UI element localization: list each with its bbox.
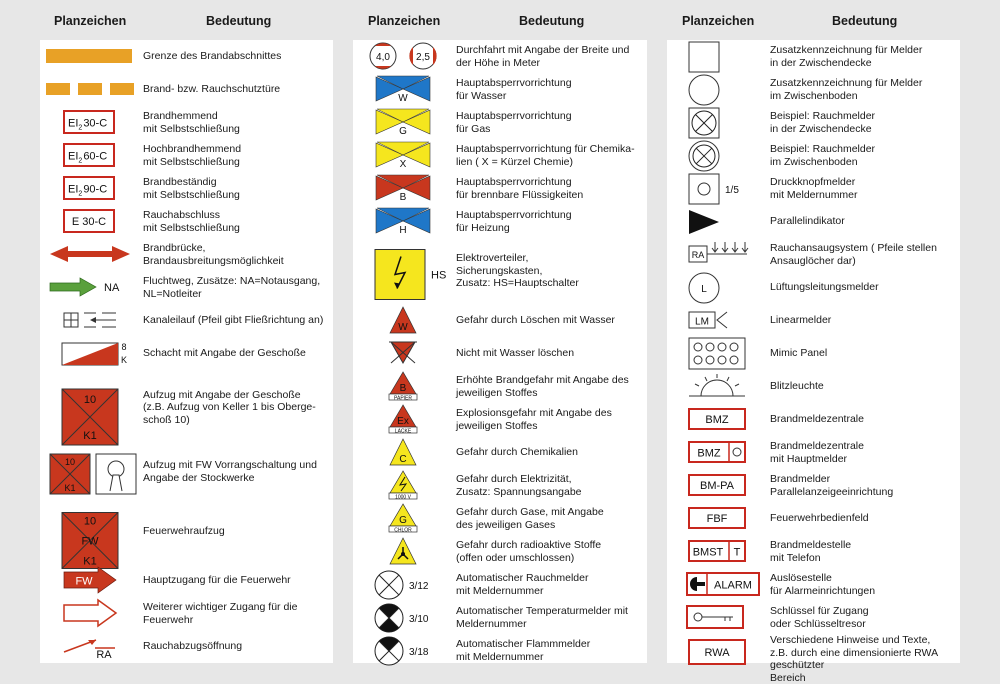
symbol-code-label: ALARM xyxy=(714,579,752,592)
parallel-display-icon xyxy=(667,469,767,502)
symbol-code-label: L xyxy=(701,284,707,295)
legend-meaning: Automatischer Temperaturmelder mit Meldernummer xyxy=(456,605,628,630)
legend-meaning: Elektroverteiler, Sicherungskasten, Zusatz: HS=Hauptschalter xyxy=(456,252,579,290)
legend-row xyxy=(353,634,647,667)
legend-row xyxy=(40,172,333,205)
symbol-code-label: W xyxy=(398,322,408,333)
legend-meaning: Brandmeldezentrale xyxy=(770,413,864,426)
shutoff-valve-chemicals-icon xyxy=(353,139,453,172)
shutoff-valve-heating-symbol-graphic xyxy=(353,205,453,238)
legend-meaning: Hauptzugang für die Feuerwehr xyxy=(143,574,291,587)
parallel-indicator-icon xyxy=(667,205,767,238)
legend-row xyxy=(353,403,647,436)
legend-meaning: Beispiel: Rauchmelder im Zwischenboden xyxy=(770,143,876,168)
symbol-code-label: K1 xyxy=(83,555,97,568)
shutoff-valve-flammable-icon xyxy=(353,172,453,205)
legend-meaning: Brandbeständig mit Selbstschließung xyxy=(143,176,240,201)
symbol-code-label: B xyxy=(399,383,407,394)
symbol-code-label: E 30-C xyxy=(71,216,107,228)
circle-outline-symbol-graphic xyxy=(667,73,767,106)
symbol-code-label: 10 xyxy=(83,394,97,406)
legend-meaning: Rauchabzugsöffnung xyxy=(143,640,243,653)
elevator-fire-priority-icon-symbol-graphic xyxy=(40,445,140,498)
legend-row xyxy=(353,73,647,106)
legend-row xyxy=(353,469,647,502)
legend-row xyxy=(40,370,333,445)
passage-width-height-symbol-graphic xyxy=(353,40,453,73)
legend-row xyxy=(353,205,647,238)
symbol-code-label: 10 xyxy=(83,515,97,528)
legend-meaning: Kanaleilauf (Pfeil gibt Fließrichtung an) xyxy=(143,314,324,327)
symbol-code-label: 3/10 xyxy=(409,614,429,625)
fire-smoke-door-symbol-graphic xyxy=(40,73,140,106)
flame-detector-icon xyxy=(353,634,453,667)
legend-meaning: Lüftungsleitungsmelder xyxy=(770,281,879,294)
fire-smoke-door-icon xyxy=(40,73,140,106)
fire-elevator-icon-symbol-graphic xyxy=(40,498,140,568)
legend-meaning: Weiterer wichtiger Zugang für die Feuerwehr xyxy=(143,601,298,626)
e30c-box-icon xyxy=(40,205,140,238)
electrical-distributor-symbol-graphic xyxy=(353,238,453,304)
radioactive-danger-icon xyxy=(353,535,453,568)
symbol-code-label: EI xyxy=(68,150,79,163)
duct-detector-icon xyxy=(667,271,767,304)
fire-alarm-post-phone-symbol-graphic xyxy=(667,535,767,568)
legend-row xyxy=(667,436,960,469)
legend-meaning: Explosionsgefahr mit Angabe des jeweiligen Stoffes xyxy=(456,407,612,432)
fire-compartment-boundary-symbol-graphic xyxy=(40,40,140,73)
legend-meaning: Grenze des Brandabschnittes xyxy=(143,50,282,63)
legend-column-3 xyxy=(667,0,960,684)
legend-meaning: Gefahr durch Gase, mit Angabe des jeweiligen Gases xyxy=(456,506,604,531)
legend-row xyxy=(667,73,960,106)
legend-column-1 xyxy=(40,0,333,663)
symbol-code-label: 4,0 xyxy=(376,52,390,63)
fire-compartment-boundary-icon xyxy=(40,40,140,73)
ei2-90c-box-symbol-graphic xyxy=(40,172,140,205)
symbol-code-label: 1/5 xyxy=(725,185,739,196)
square-outline-icon xyxy=(667,40,767,73)
symbol-code-label: B xyxy=(399,192,407,203)
fire-alarm-post-phone-icon xyxy=(667,535,767,568)
flame-detector-symbol-graphic xyxy=(353,634,453,667)
symbol-code-label: 60-C xyxy=(83,150,108,163)
legend-meaning: Rauchansaugsystem ( Pfeile stellen Ansauglöcher dar) xyxy=(770,242,937,267)
column-header-symbol: Planzeichen xyxy=(54,14,127,28)
ei2-30c-box-symbol-graphic xyxy=(40,106,140,139)
legend-row xyxy=(667,502,960,535)
legend-row xyxy=(353,106,647,139)
legend-meaning: Brandmeldezentrale mit Hauptmelder xyxy=(770,440,864,465)
secondary-access-arrow-icon xyxy=(40,597,140,630)
legend-row xyxy=(40,139,333,172)
legend-row xyxy=(667,304,960,337)
legend-meaning: Brandmelder Parallelanzeigeeinrichtung xyxy=(770,473,894,498)
legend-row xyxy=(667,370,960,403)
legend-meaning: Gefahr durch Chemikalien xyxy=(456,446,578,459)
legend-row xyxy=(353,304,647,337)
strobe-light-icon xyxy=(667,370,767,403)
fire-alarm-panel-main-detector-icon xyxy=(667,436,767,469)
shutoff-valve-flammable-symbol-graphic xyxy=(353,172,453,205)
legend-row xyxy=(40,205,333,238)
legend-meaning: Aufzug mit FW Vorrangschaltung und Angabe der Stockwerke xyxy=(143,459,317,484)
detector-ceiling-symbol-graphic xyxy=(667,106,767,139)
main-access-arrow-icon xyxy=(40,564,140,597)
legend-row xyxy=(667,271,960,304)
symbol-code-label: BMST xyxy=(692,546,724,559)
no-water-extinguish-symbol-graphic xyxy=(353,337,453,370)
legend-panel xyxy=(667,40,960,684)
escape-route-arrow-symbol-graphic xyxy=(40,271,140,304)
ei2-30c-box-icon xyxy=(40,106,140,139)
shutoff-valve-water-symbol-graphic xyxy=(353,73,453,106)
linear-detector-symbol-graphic xyxy=(667,304,767,337)
symbol-code-label: BMZ xyxy=(705,414,729,426)
square-outline-symbol-graphic xyxy=(667,40,767,73)
legend-row xyxy=(667,337,960,370)
symbol-code-label: LM xyxy=(695,316,709,328)
symbol-code-label: G xyxy=(399,126,407,137)
symbol-code-label: CHLOR xyxy=(394,527,412,534)
chemicals-danger-symbol-graphic xyxy=(353,436,453,469)
legend-meaning: Druckknopfmelder mit Meldernummer xyxy=(770,176,858,201)
main-access-arrow-symbol-graphic xyxy=(40,564,140,597)
danger-water-extinguish-icon xyxy=(353,304,453,337)
symbol-code-label: W xyxy=(398,93,408,104)
push-button-detector-icon xyxy=(667,172,767,205)
rwa-panel-symbol-graphic xyxy=(667,634,767,667)
legend-meaning: Gefahr durch Elektrizität, Zusatz: Spannungsangabe xyxy=(456,473,582,498)
legend-row xyxy=(40,271,333,304)
legend-row xyxy=(40,597,333,630)
parallel-display-symbol-graphic xyxy=(667,469,767,502)
fire-brigade-panel-icon xyxy=(667,502,767,535)
increased-fire-danger-icon xyxy=(353,370,453,403)
symbol-code-label: 2,5 xyxy=(416,52,430,63)
e30c-box-symbol-graphic xyxy=(40,205,140,238)
legend-row xyxy=(667,403,960,436)
electricity-danger-symbol-graphic xyxy=(353,469,453,502)
gas-danger-icon xyxy=(353,502,453,535)
legend-row xyxy=(40,238,333,271)
danger-water-extinguish-symbol-graphic xyxy=(353,304,453,337)
legend-meaning: Feuerwehrbedienfeld xyxy=(770,512,869,525)
svg-text:EI290-C xyxy=(68,184,107,198)
legend-meaning: Erhöhte Brandgefahr mit Angabe des jeweiligen Stoffes xyxy=(456,374,629,399)
legend-meaning: Automatischer Rauchmelder mit Meldernummer xyxy=(456,572,589,597)
parallel-indicator-symbol-graphic xyxy=(667,205,767,238)
legend-meaning: Gefahr durch Löschen mit Wasser xyxy=(456,314,615,327)
rwa-panel-icon xyxy=(667,634,767,667)
legend-meaning: Hauptabsperrvorrichtung für Chemika- lien ( X = Kürzel Chemie) xyxy=(456,143,635,168)
mimic-panel-icon xyxy=(667,337,767,370)
legend-row xyxy=(667,238,960,271)
fire-alarm-panel-main-detector-symbol-graphic xyxy=(667,436,767,469)
elevator-icon-symbol-graphic xyxy=(40,370,140,445)
detector-ceiling-icon xyxy=(667,106,767,139)
legend-meaning: Schacht mit Angabe der Geschoße xyxy=(143,347,306,360)
symbol-code-label: 1000 V xyxy=(395,494,411,501)
legend-meaning: Zusatzkennzeichnung für Melder in der Zwischendecke xyxy=(770,44,923,69)
smoke-detector-symbol-graphic xyxy=(353,568,453,601)
alarm-trigger-symbol-graphic xyxy=(667,568,767,601)
shaft-icon-icon xyxy=(40,337,140,370)
column-header-meaning: Bedeutung xyxy=(519,14,585,28)
legend-panel xyxy=(40,40,333,663)
symbol-code-label: RWA xyxy=(704,647,730,659)
symbol-code-label: HS xyxy=(431,269,447,282)
fire-bridge-arrow-icon xyxy=(40,238,140,271)
symbol-code-label: EI xyxy=(68,117,79,130)
legend-meaning: Brandbrücke, Brandausbreitungsmöglichkeit xyxy=(143,242,284,267)
legend-meaning: Hauptabsperrvorrichtung für Wasser xyxy=(456,77,572,102)
legend-meaning: Hochbrandhemmend mit Selbstschließung xyxy=(143,143,242,168)
symbol-code-label: 2 xyxy=(78,157,83,165)
symbol-code-label: K1 xyxy=(83,430,97,442)
escape-route-arrow-icon xyxy=(40,271,140,304)
electricity-danger-icon xyxy=(353,469,453,502)
legend-row xyxy=(353,568,647,601)
legend-meaning: Nicht mit Wasser löschen xyxy=(456,347,575,360)
legend-meaning: Aufzug mit Angabe der Geschoße (z.B. Aufzug von Keller 1 bis Oberge- schoß 10) xyxy=(143,388,316,426)
fire-elevator-icon-icon xyxy=(40,498,140,568)
ei2-60c-box-symbol-graphic xyxy=(40,139,140,172)
legend-row xyxy=(353,139,647,172)
column-header-meaning: Bedeutung xyxy=(832,14,898,28)
legend-row xyxy=(40,40,333,73)
chemicals-danger-icon xyxy=(353,436,453,469)
legend-meaning: Mimic Panel xyxy=(770,347,828,360)
legend-row xyxy=(40,445,333,498)
symbol-code-label: RA xyxy=(96,649,112,661)
fire-bridge-arrow-symbol-graphic xyxy=(40,238,140,271)
legend-row xyxy=(353,502,647,535)
symbol-code-label: NA xyxy=(104,282,120,294)
legend-meaning: Linearmelder xyxy=(770,314,832,327)
symbol-code-label: 3/18 xyxy=(409,647,429,658)
duct-icon-icon xyxy=(40,304,140,337)
symbol-code-label: 30-C xyxy=(83,117,108,130)
legend-row xyxy=(353,601,647,634)
passage-width-height-icon xyxy=(353,40,453,73)
detector-floor-icon xyxy=(667,139,767,172)
legend-row xyxy=(353,337,647,370)
explosion-danger-symbol-graphic xyxy=(353,403,453,436)
symbol-code-label: 2 xyxy=(78,190,83,198)
symbol-code-label: 10 xyxy=(64,457,76,467)
legend-row xyxy=(667,205,960,238)
legend-row xyxy=(353,436,647,469)
duct-detector-symbol-graphic xyxy=(667,271,767,304)
legend-meaning: Rauchabschluss mit Selbstschließung xyxy=(143,209,240,234)
symbol-code-label: EI xyxy=(68,183,79,196)
legend-meaning: Verschiedene Hinweise und Texte, z.B. durch eine dimensionierte RWA geschützter Bereich xyxy=(770,634,938,684)
smoke-vent-icon-icon xyxy=(40,630,140,663)
legend-meaning: Brandhemmend mit Selbstschließung xyxy=(143,110,240,135)
legend-row xyxy=(667,106,960,139)
legend-meaning: Gefahr durch radioaktive Stoffe (offen oder umschlossen) xyxy=(456,539,602,564)
shutoff-valve-chemicals-symbol-graphic xyxy=(353,139,453,172)
symbol-code-label: K xyxy=(120,355,128,365)
symbol-code-label: 3/12 xyxy=(409,581,429,592)
legend-row xyxy=(40,304,333,337)
legend-row xyxy=(353,535,647,568)
linear-detector-icon xyxy=(667,304,767,337)
aspirating-smoke-system-icon xyxy=(667,238,767,271)
symbol-code-label: FBF xyxy=(706,513,728,525)
legend-meaning: Parallelindikator xyxy=(770,215,845,228)
aspirating-smoke-system-symbol-graphic xyxy=(667,238,767,271)
symbol-code-label: C xyxy=(399,454,407,465)
svg-text:EI230-C xyxy=(68,118,107,132)
alarm-trigger-icon xyxy=(667,568,767,601)
legend-meaning: Auslösestelle für Alarmeinrichtungen xyxy=(770,572,876,597)
no-water-extinguish-icon xyxy=(353,337,453,370)
legend-row xyxy=(667,172,960,205)
legend-row xyxy=(353,370,647,403)
elevator-fire-priority-icon-icon xyxy=(40,445,140,498)
fire-alarm-panel-symbol-graphic xyxy=(667,403,767,436)
symbol-code-label: G xyxy=(399,515,407,526)
symbol-code-label: 90-C xyxy=(83,183,108,196)
legend-row xyxy=(353,172,647,205)
legend-meaning: Brand- bzw. Rauchschutztüre xyxy=(143,83,281,96)
symbol-code-label: X xyxy=(399,159,407,170)
strobe-light-symbol-graphic xyxy=(667,370,767,403)
column-header-symbol: Planzeichen xyxy=(682,14,755,28)
ei2-90c-box-icon xyxy=(40,172,140,205)
symbol-code-label: BMZ xyxy=(697,447,721,460)
elevator-icon-icon xyxy=(40,370,140,445)
symbol-code-label: Ex xyxy=(397,416,409,427)
column-header-symbol: Planzeichen xyxy=(368,14,441,28)
push-button-detector-symbol-graphic xyxy=(667,172,767,205)
duct-icon-symbol-graphic xyxy=(40,304,140,337)
secondary-access-arrow-symbol-graphic xyxy=(40,597,140,630)
symbol-code-label: RA xyxy=(691,250,705,260)
mimic-panel-symbol-graphic xyxy=(667,337,767,370)
increased-fire-danger-symbol-graphic xyxy=(353,370,453,403)
radioactive-danger-symbol-graphic xyxy=(353,535,453,568)
ei2-60c-box-icon xyxy=(40,139,140,172)
legend-meaning: Hauptabsperrvorrichtung für brennbare Flüssigkeiten xyxy=(456,176,584,201)
legend-meaning: Feuerwehraufzug xyxy=(143,524,225,537)
symbol-code-label: LACKE xyxy=(394,428,412,435)
electrical-distributor-icon xyxy=(353,238,453,304)
key-depot-icon xyxy=(667,601,767,634)
legend-column-2 xyxy=(353,0,647,663)
symbol-code-label: PAPIER xyxy=(394,395,412,402)
legend-meaning: Zusatzkennzeichnung für Melder im Zwischenboden xyxy=(770,77,923,102)
detector-floor-symbol-graphic xyxy=(667,139,767,172)
smoke-vent-icon-symbol-graphic xyxy=(40,630,140,663)
symbol-code-label: T xyxy=(733,546,741,559)
column-header-meaning: Bedeutung xyxy=(206,14,272,28)
key-depot-symbol-graphic xyxy=(667,601,767,634)
legend-meaning: Hauptabsperrvorrichtung für Gas xyxy=(456,110,572,135)
legend-row xyxy=(40,630,333,663)
legend-meaning: Durchfahrt mit Angabe der Breite und der Höhe in Meter xyxy=(456,44,630,69)
legend-row xyxy=(40,337,333,370)
legend-meaning: Blitzleuchte xyxy=(770,380,824,393)
legend-row xyxy=(40,106,333,139)
shutoff-valve-gas-icon xyxy=(353,106,453,139)
symbol-code-label: H xyxy=(399,225,407,236)
legend-panel xyxy=(353,40,647,663)
shutoff-valve-water-icon xyxy=(353,73,453,106)
symbol-code-label: BM-PA xyxy=(699,480,735,492)
legend-meaning: Brandmeldestelle mit Telefon xyxy=(770,539,852,564)
legend-row xyxy=(667,139,960,172)
symbol-code-label: FW xyxy=(75,575,93,588)
svg-text:EI260-C xyxy=(68,151,107,165)
legend-row xyxy=(667,601,960,634)
shutoff-valve-heating-icon xyxy=(353,205,453,238)
legend-row xyxy=(40,564,333,597)
circle-outline-icon xyxy=(667,73,767,106)
legend-row xyxy=(353,40,647,73)
legend-row xyxy=(353,238,647,304)
symbol-code-label: 8 xyxy=(121,342,127,352)
symbol-code-label: FW xyxy=(81,535,99,548)
legend-row xyxy=(667,535,960,568)
legend-meaning: Hauptabsperrvorrichtung für Heizung xyxy=(456,209,572,234)
legend-meaning: Automatischer Flammmelder mit Meldernummer xyxy=(456,638,591,663)
legend-row xyxy=(667,634,960,684)
fire-alarm-panel-icon xyxy=(667,403,767,436)
legend-row xyxy=(667,568,960,601)
legend-meaning: Beispiel: Rauchmelder in der Zwischendecke xyxy=(770,110,876,135)
shaft-icon-symbol-graphic xyxy=(40,337,140,370)
heat-detector-symbol-graphic xyxy=(353,601,453,634)
smoke-detector-icon xyxy=(353,568,453,601)
fire-brigade-panel-symbol-graphic xyxy=(667,502,767,535)
symbol-code-label: 2 xyxy=(78,124,83,132)
explosion-danger-icon xyxy=(353,403,453,436)
legend-row xyxy=(40,73,333,106)
shutoff-valve-gas-symbol-graphic xyxy=(353,106,453,139)
legend-meaning: Fluchtweg, Zusätze: NA=Notausgang, NL=Notleiter xyxy=(143,275,321,300)
legend-row xyxy=(667,469,960,502)
symbol-code-label: K1 xyxy=(64,483,76,493)
legend-row xyxy=(40,498,333,568)
legend-row xyxy=(667,40,960,73)
gas-danger-symbol-graphic xyxy=(353,502,453,535)
legend-meaning: Schlüssel für Zugang oder Schlüsseltresor xyxy=(770,605,869,630)
heat-detector-icon xyxy=(353,601,453,634)
